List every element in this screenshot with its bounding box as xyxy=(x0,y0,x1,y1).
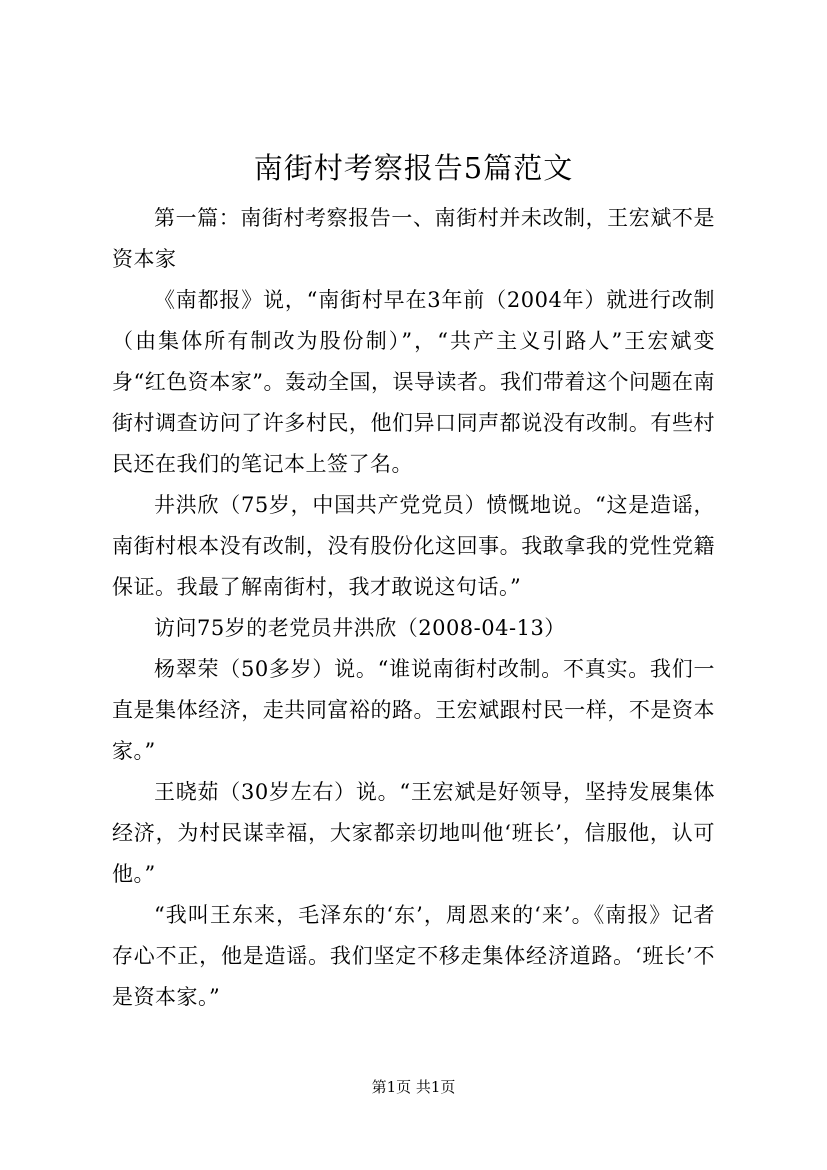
paragraph-5: 杨翠荣（50多岁）说。“谁说南街村改制。不真实。我们一直是集体经济，走共同富裕的路。王宏斌跟村民一样，不是资本家。” xyxy=(112,657,715,763)
paragraph-7: “我叫王东来，毛泽东的‘东’，周恩来的‘来’。《南报》记者存心不正，他是造谣。我们坚定不移走集体经济道路。‘班长’不是资本家。” xyxy=(112,903,715,1009)
paragraph-4: 访问75岁的老党员井洪欣（2008-04-13） xyxy=(154,616,566,640)
paragraph-3: 井洪欣（75岁，中国共产党党员）愤慨地说。“这是造谣，南街村根本没有改制，没有股份化这回事。我敢拿我的党性党籍保证。我最了解南街村，我才敢说这句话。” xyxy=(112,493,715,599)
paragraph-6: 王晓茹（30岁左右）说。“王宏斌是好领导，坚持发展集体经济，为村民谋幸福，大家都亲切地叫他‘班长’，信服他，认可他。” xyxy=(112,780,715,886)
document-title: 南街村考察报告5篇范文 xyxy=(253,151,574,185)
paragraph-1: 第一篇：南街村考察报告一、南街村并未改制，王宏斌不是资本家 xyxy=(112,206,715,271)
page-footer: 第1页 共1页 xyxy=(371,1078,456,1096)
document-body xyxy=(112,198,715,1018)
paragraph-2: 《南都报》说，“南街村早在3年前（2004年）就进行改制（由集体所有制改为股份制）”，“共产主义引路人”王宏斌变身“红色资本家”。轰动全国，误导读者。我们带着这个问题在南街村调查访问了许多村民，他们异口同声都说没有改制。有些村民还在我们的笔记本上签了名。 xyxy=(112,288,715,476)
